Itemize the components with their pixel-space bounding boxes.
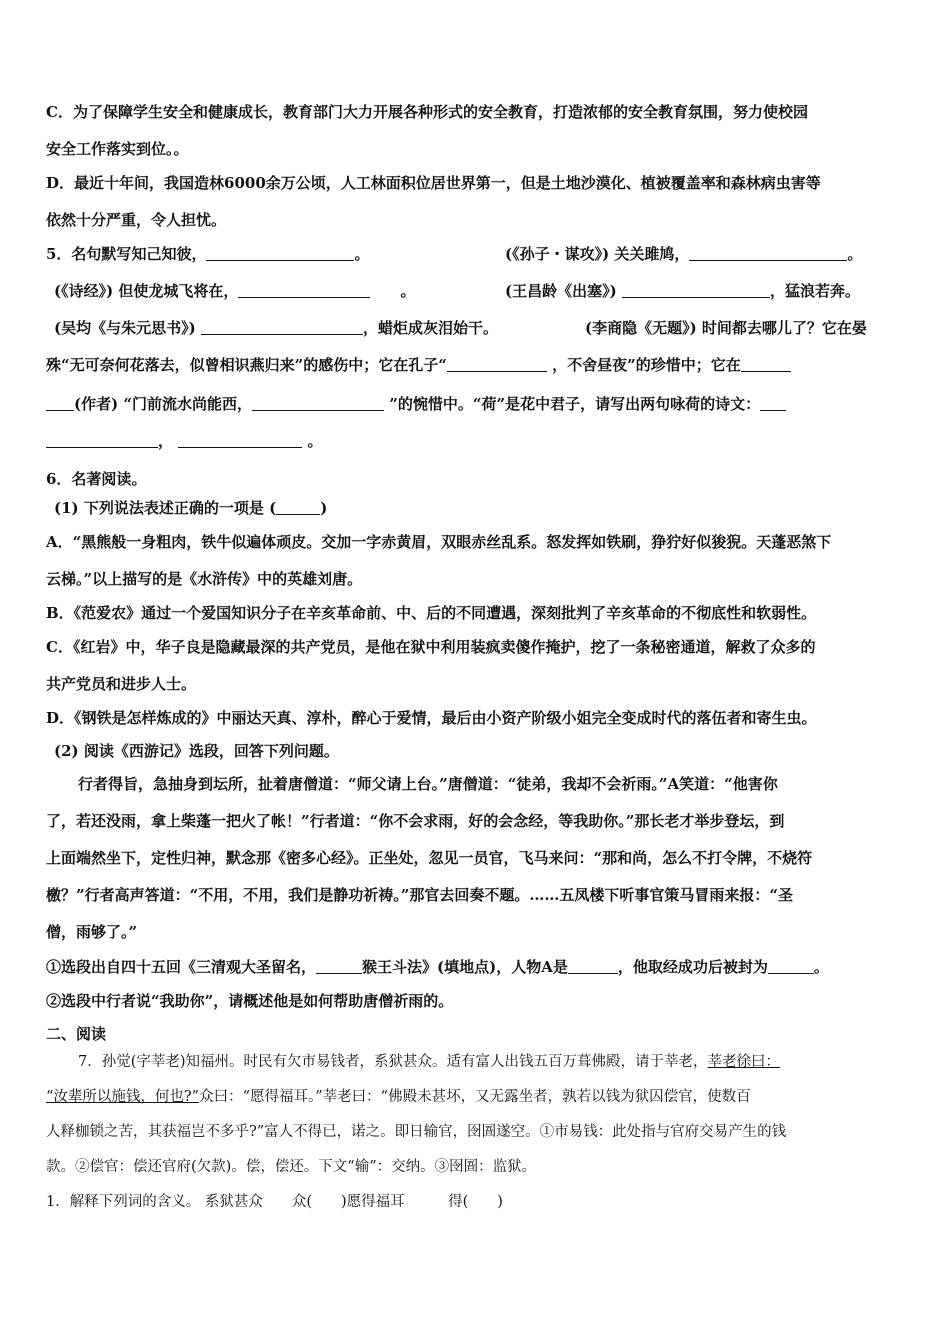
reading-text: 众曰：“愿得福耳。”莘老曰：“佛殿未甚坏，又无露坐者，孰若以钱为狱囚偿官，使数百 [199, 1089, 751, 1105]
reading-line3: 人释枷锁之苦，其获福岂不多乎?”富人不得已，诺之。即日输官，囹圄遂空。①市易钱：此处指与官府交易产生的钱 [46, 1124, 787, 1140]
q5-text: ”的惋惜中。“荷”是花中君子，请写出两句咏荷的诗文： [389, 395, 761, 413]
q6-sub1-close: ) [320, 499, 328, 517]
q5-source-shijing: (《诗经》) 但使龙城飞将在， [54, 282, 239, 300]
q6-title: 6．名著阅读。 [46, 470, 147, 488]
q5-punct: 。 [354, 245, 370, 263]
q6-option-d: D．《钢铁是怎样炼成的》中丽达天真、淳朴，醉心于爱情，最后由小资产阶级小姐完全变成时代的落伍者和寄生虫。 [46, 709, 817, 727]
answer-blank[interactable] [568, 958, 618, 974]
q5-line2-right [505, 281, 860, 301]
answer-blank[interactable] [689, 245, 847, 261]
underlined-text: “汝辈所以施钱，何也?” [46, 1089, 200, 1105]
q5-source-wangchangling: (王昌龄《出塞》) [505, 282, 617, 300]
reading-line1 [78, 1052, 780, 1072]
q5-text: ，猛浪若奔。 [769, 282, 860, 300]
q5-line4 [46, 355, 791, 375]
q5-line1-right [505, 244, 862, 264]
answer-blank[interactable] [46, 432, 158, 448]
passage-line4: 檄？”行者高声答道：“不用，不用，我们是静功祈祷。”那官去回奏不题。……五凤楼下听事官策马冒雨来报：“圣 [46, 886, 794, 904]
q6-q1-text: ，他取经成功后被封为 [617, 958, 768, 976]
q6-option-c-line1: C．《红岩》中，华子良是隐藏最深的共产党员，是他在狱中利用装疯卖傻作掩护，挖了一条秘密通道，解救了众多的 [46, 638, 816, 656]
q5-text: 殊“无可奈何花落去，似曾相识燕归来”的感伤中；它在孔子“ [46, 356, 447, 374]
option-d-line2: 依然十分严重，令人担忧。 [46, 211, 227, 229]
option-c-line1: C．为了保障学生安全和健康成长，教育部门大力开展各种形式的安全教育，打造浓郁的安全教育氛围，努力使校园 [46, 103, 808, 121]
q5-text: (作者) “门前流水尚能西， [74, 395, 253, 413]
q5-source-sunzi: (《孙子・谋攻》) 关关雎鸠， [505, 245, 690, 263]
answer-blank[interactable] [768, 958, 814, 974]
passage-line2: 了，若还没雨，拿上柴蓬一把火了帐！”行者道：“你不会求雨，好的会念经，等我助你。”那长老才举步登坛，到 [46, 812, 785, 830]
q5-punct: 。 [400, 282, 416, 300]
answer-blank[interactable] [276, 499, 320, 515]
q6-option-a-line2: 云梯。”以上描写的是《水浒传》中的英雄刘唐。 [46, 570, 363, 588]
passage-line5: 僧，雨够了。” [46, 923, 138, 941]
q5-line3-right: (李商隐《无题》) 时间都去哪儿了？它在晏 [585, 319, 867, 337]
reading-line2 [46, 1087, 751, 1107]
answer-blank[interactable] [178, 432, 302, 448]
q6-question1 [46, 957, 829, 977]
answer-blank[interactable] [447, 356, 547, 372]
q5-text: ，蜡炬成灰泪始干。 [362, 319, 498, 337]
q6-q1-punct: 。 [813, 958, 829, 976]
q5-line6 [46, 431, 323, 451]
q5-text: ，不舍昼夜”的珍惜中；它在 [552, 356, 741, 374]
reading-text: 7．孙觉(字莘老)知福州。时民有欠市易钱者，系狱甚众。适有富人出钱五百万葺佛殿，请于莘老， [78, 1054, 708, 1070]
q5-line1 [46, 244, 369, 264]
q6-question2: ②选段中行者说“我助你”，请概述他是如何帮助唐僧祈雨的。 [46, 992, 454, 1010]
q5-line3 [54, 318, 498, 338]
q6-option-a-line1: A．“黑熊般一身粗肉，铁牛似遍体顽皮。交加一字赤黄眉，双眼赤丝乱系。怒发挥如铁刷，狰狞好似狻猊。天蓬恶煞下 [46, 533, 832, 551]
q5-line2 [54, 281, 415, 301]
answer-blank[interactable] [316, 958, 362, 974]
q6-sub1 [54, 498, 327, 518]
q5-punct: 。 [847, 245, 863, 263]
q6-q1-text: ①选段出自四十五回《三清观大圣留名， [46, 958, 317, 976]
answer-blank[interactable] [741, 356, 791, 372]
section-title: 二、阅读 [46, 1025, 107, 1043]
passage-line3: 上面端然坐下，定性归神，默念那《密多心经》。正坐处，忽见一员官，飞马来问：“那和尚，怎么不打令牌，不烧符 [46, 849, 813, 867]
answer-blank[interactable] [622, 282, 770, 298]
option-c-line2: 安全工作落实到位。。 [46, 140, 189, 158]
passage-line1: 行者得旨，急抽身到坛所，扯着唐僧道：“师父请上台。”唐僧道：“徒弟，我却不会祈雨。”A笑道：“他害你 [78, 775, 778, 793]
underlined-text: 莘老徐曰： [707, 1054, 781, 1070]
reading-question1: 1．解释下列词的含义。 系狱甚众 众( )愿得福耳 得( ) [46, 1194, 503, 1210]
option-d-line1: D．最近十年间，我国造林6000余万公顷，人工林面积位居世界第一，但是土地沙漠化、植被覆盖率和森林病虫害等 [46, 174, 821, 192]
q6-option-c-line2: 共产党员和进步人士。 [46, 675, 197, 693]
q5-punct: 。 [307, 432, 323, 450]
reading-line4: 款。②偿官：偿还官府(欠款)。偿，偿还。下文“输”：交纳。③囹圄：监狱。 [46, 1159, 537, 1175]
q5-line5 [46, 394, 786, 414]
q5-prompt: 5．名句默写知己知彼， [46, 245, 207, 263]
q6-option-b: B．《范爱农》通过一个爱国知识分子在辛亥革命前、中、后的不同遭遇，深刻批判了辛亥革命的不彻底性和软弱性。 [46, 604, 817, 622]
answer-blank[interactable] [201, 319, 363, 335]
q6-sub1-text: (1) 下列说法表述正确的一项是 ( [54, 499, 277, 517]
answer-blank[interactable] [252, 395, 384, 411]
answer-blank[interactable] [46, 395, 74, 411]
answer-blank[interactable] [238, 282, 370, 298]
answer-blank[interactable] [206, 245, 354, 261]
q5-source-wujun: (吴均《与朱元思书》) [54, 319, 196, 337]
q5-punct: ， [158, 432, 174, 450]
q6-sub2: (2) 阅读《西游记》选段，回答下列问题。 [54, 742, 339, 760]
answer-blank[interactable] [760, 395, 786, 411]
q6-q1-text: 猴王斗法》(填地点)，人物A是 [362, 958, 568, 976]
